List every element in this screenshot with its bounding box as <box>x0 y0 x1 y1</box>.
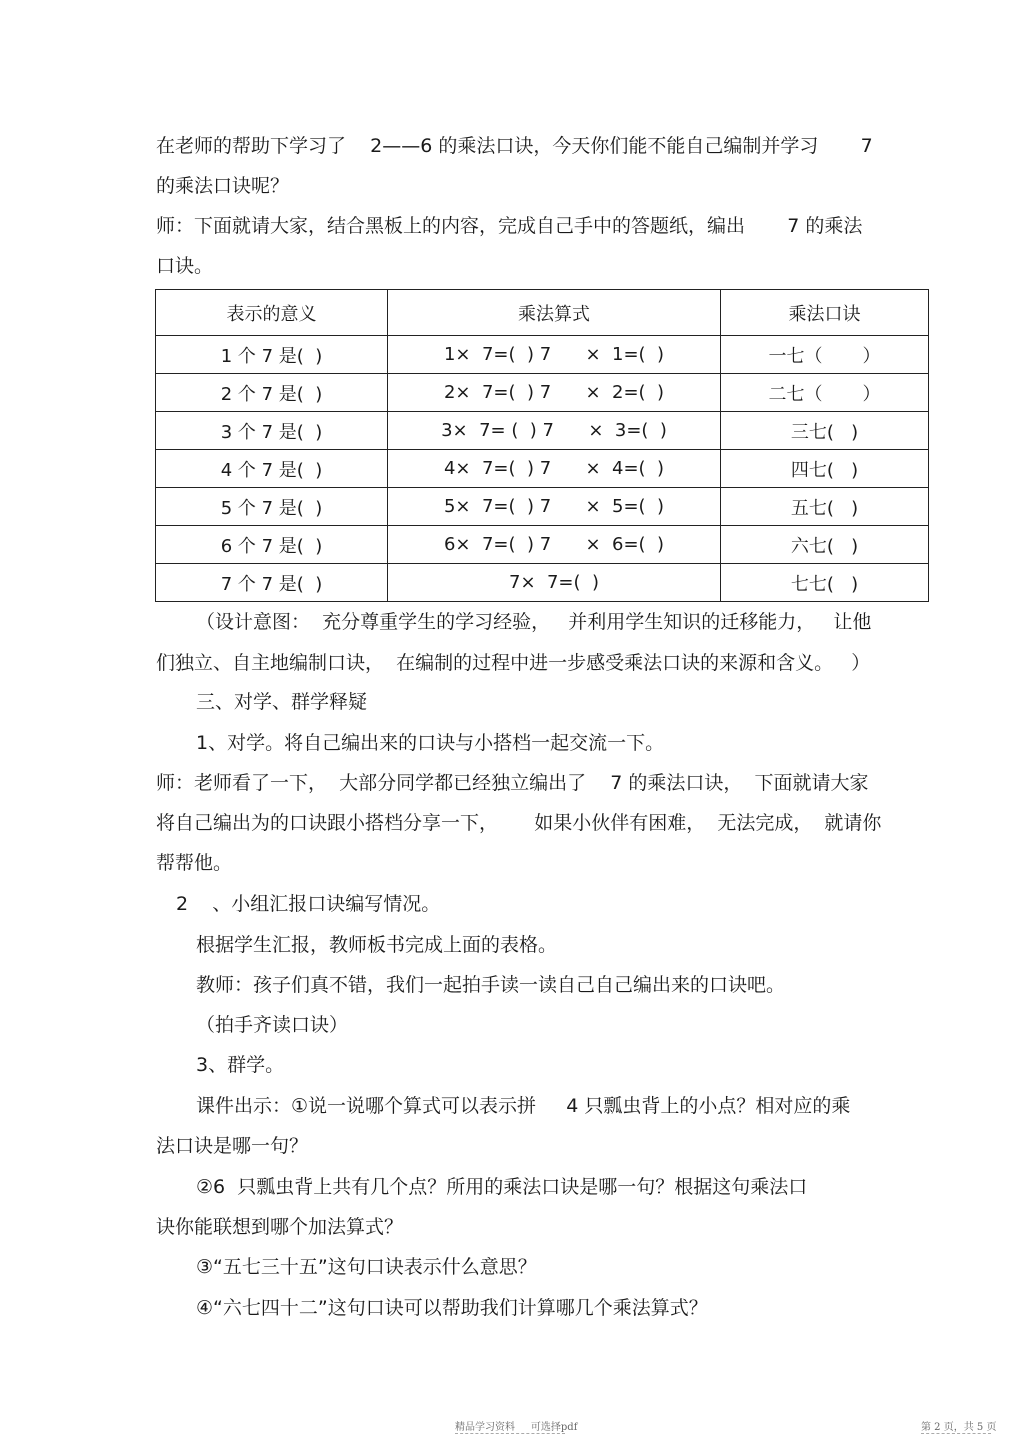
header-meaning: 表示的意义 <box>156 290 388 336</box>
paragraph-line: 诀你能联想到哪个加法算式？ <box>156 1216 404 1238</box>
paragraph-line: 课件出示：①说一说哪个算式可以表示拼 4 只瓢虫背上的小点？相对应的乘 <box>196 1095 851 1117</box>
header-expression: 乘法算式 <box>388 290 721 336</box>
cell-expression: 5× 7=( ) 7 × 5=( ) <box>388 488 721 526</box>
cell-expression: 7× 7=( ) <box>388 564 721 602</box>
paragraph-line: ④“六七四十二”这句口诀可以帮助我们计算哪几个乘法算式？ <box>196 1297 708 1319</box>
cell-meaning: 7 个 7 是( ) <box>156 564 388 602</box>
footer-divider <box>455 1433 565 1434</box>
paragraph-line: 师：下面就请大家，结合黑板上的内容，完成自己手中的答题纸，编出 7 的乘法 <box>156 215 863 237</box>
cell-expression: 1× 7=( ) 7 × 1=( ) <box>388 336 721 374</box>
paragraph-line: 在老师的帮助下学习了 2——6 的乘法口诀，今天你们能不能自己编制并学习 7 <box>156 135 873 157</box>
cell-rhyme: 三七( ) <box>721 412 929 450</box>
cell-rhyme: 七七( ) <box>721 564 929 602</box>
header-rhyme: 乘法口诀 <box>721 290 929 336</box>
table-row <box>156 336 929 374</box>
paragraph-line: ③“五七三十五”这句口诀表示什么意思？ <box>196 1256 537 1278</box>
table-header-row <box>156 290 929 336</box>
cell-meaning: 2 个 7 是( ) <box>156 374 388 412</box>
cell-meaning: 4 个 7 是( ) <box>156 450 388 488</box>
cell-meaning: 5 个 7 是( ) <box>156 488 388 526</box>
cell-expression: 4× 7=( ) 7 × 4=( ) <box>388 450 721 488</box>
cell-rhyme: 五七( ) <box>721 488 929 526</box>
cell-rhyme: 四七( ) <box>721 450 929 488</box>
paragraph-line: 法口诀是哪一句？ <box>156 1135 309 1157</box>
cell-meaning: 3 个 7 是( ) <box>156 412 388 450</box>
footer-divider <box>921 1433 991 1434</box>
table-row <box>156 526 929 564</box>
paragraph-line: ②6 只瓢虫背上共有几个点？所用的乘法口诀是哪一句？根据这句乘法口 <box>196 1176 808 1198</box>
cell-rhyme: 二七（ ） <box>721 374 929 412</box>
table-row <box>156 564 929 602</box>
section-heading: 三、对学、群学释疑 <box>196 691 368 713</box>
paragraph-line: 1、对学。将自己编出来的口诀与小搭档一起交流一下。 <box>196 732 665 754</box>
paragraph-line: （拍手齐读口诀） <box>196 1014 349 1036</box>
cell-expression: 6× 7=( ) 7 × 6=( ) <box>388 526 721 564</box>
paragraph-line: 的乘法口诀呢？ <box>156 175 290 197</box>
paragraph-line: 教师：孩子们真不错，我们一起拍手读一读自己自己编出来的口诀吧。 <box>196 974 786 996</box>
cell-meaning: 6 个 7 是( ) <box>156 526 388 564</box>
page-number: 第 2 页，共 5 页 <box>921 1422 997 1433</box>
table-row <box>156 374 929 412</box>
cell-meaning: 1 个 7 是( ) <box>156 336 388 374</box>
cell-expression: 2× 7=( ) 7 × 2=( ) <box>388 374 721 412</box>
table-row <box>156 488 929 526</box>
paragraph-line: 帮帮他。 <box>156 852 233 874</box>
paragraph-line: 根据学生汇报，教师板书完成上面的表格。 <box>196 934 558 956</box>
cell-expression: 3× 7= ( ) 7 × 3=( ) <box>388 412 721 450</box>
footer-left-text: 精品学习资料 可选择pdf <box>455 1422 578 1433</box>
paragraph-line: 口诀。 <box>156 255 214 277</box>
table-row <box>156 412 929 450</box>
paragraph-line: 2 、小组汇报口诀编写情况。 <box>176 893 441 915</box>
design-intent-line: 们独立、自主地编制口诀， 在编制的过程中进一步感受乘法口诀的来源和含义。 ） <box>156 652 871 674</box>
multiplication-table <box>155 289 929 602</box>
cell-rhyme: 一七（ ） <box>721 336 929 374</box>
cell-rhyme: 六七( ) <box>721 526 929 564</box>
paragraph-line: 师：老师看了一下， 大部分同学都已经独立编出了 7 的乘法口诀， 下面就请大家 <box>156 772 869 794</box>
paragraph-line: 3、群学。 <box>196 1054 285 1076</box>
table-row <box>156 450 929 488</box>
design-intent-line: （设计意图： 充分尊重学生的学习经验， 并利用学生知识的迁移能力， 让他 <box>196 611 872 633</box>
paragraph-line: 将自己编出为的口诀跟小搭档分享一下， 如果小伙伴有困难， 无法完成， 就请你 <box>156 812 882 834</box>
